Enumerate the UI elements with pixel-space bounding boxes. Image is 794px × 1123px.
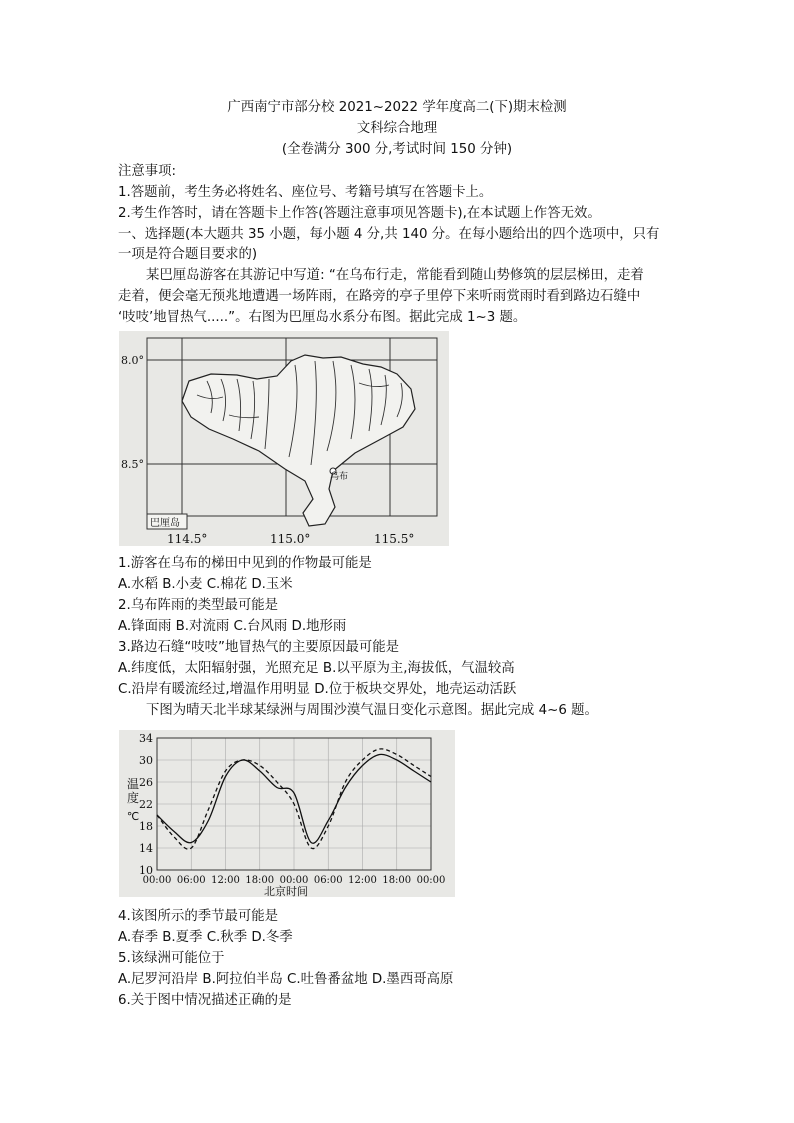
bali-island-label: 巴厘岛 [150,518,180,529]
x-tick-label: 18:00 [245,875,275,886]
passage2: 下图为晴天北半球某绿洲与周围沙漠气温日变化示意图。据此完成 4~6 题。 [146,703,598,718]
y-tick-label: 22 [139,798,153,811]
x-tick-label: 12:00 [348,875,377,886]
y-tick-label: 30 [139,754,153,767]
x-tick-label: 00:00 [142,875,172,886]
question-5-options: A.尼罗河沿岸 B.阿拉伯半岛 C.吐鲁番盆地 D.墨西哥高原 [118,972,454,987]
y-tick-label: 14 [139,842,153,855]
question-3-options-cd: C.沿岸有暖流经过,增温作用明显 D.位于板块交界处，地壳运动活跃 [118,682,517,697]
temperature-chart [119,730,455,897]
x-tick-label: 12:00 [211,875,240,886]
note-item-2: 2.考生作答时，请在答题卡上作答(答题注意事项见答题卡),在本试题上作答无效。 [118,206,601,221]
question-2-options: A.锋面雨 B.对流雨 C.台风雨 D.地形雨 [118,619,347,634]
x-axis-label: 北京时间 [264,885,308,897]
question-4: 4.该图所示的季节最可能是 [118,909,279,924]
question-2: 2.乌布阵雨的类型最可能是 [118,598,279,613]
passage1-line3: ‘吱吱’地冒热气.....”。右图为巴厘岛水系分布图。据此完成 1~3 题。 [118,310,527,325]
question-3: 3.路边石缝“吱吱”地冒热气的主要原因最可能是 [118,640,400,655]
notes-heading: 注意事项: [118,164,177,179]
bali-map-figure [119,331,449,546]
lon-label-115-0: 115.0° [270,532,311,546]
question-1-options: A.水稻 B.小麦 C.棉花 D.玉米 [118,577,293,592]
x-tick-label: 06:00 [176,875,206,886]
exam-title: 广西南宁市部分校 2021~2022 学年度高二(下)期末检测 [227,100,567,115]
lat-label-8-5: 8.5° [121,458,144,471]
x-tick-label: 18:00 [382,875,412,886]
lat-label-8-0: 8.0° [121,354,144,367]
y-tick-label: 26 [139,776,153,789]
x-tick-label: 00:00 [279,875,309,886]
passage1-line2: 走着，便会毫无预兆地遭遇一场阵雨，在路旁的亭子里停下来听雨赏雨时看到路边石缝中 [118,289,641,304]
question-5: 5.该绿洲可能位于 [118,951,225,966]
question-6: 6.关于图中情况描述正确的是 [118,993,292,1008]
y-axis-label-char: 度 [126,791,140,805]
y-tick-label: 10 [139,864,153,877]
ubud-label: 乌布 [330,472,349,482]
exam-subject: 文科综合地理 [356,121,438,136]
lon-label-114-5: 114.5° [167,532,208,546]
bali-map [119,331,449,546]
temperature-chart-figure [119,730,455,897]
note-item-1: 1.答题前，考生务必将姓名、座位号、考籍号填写在答题卡上。 [118,185,493,200]
x-tick-label: 06:00 [313,875,343,886]
lon-label-115-5: 115.5° [374,532,415,546]
y-tick-label: 18 [139,820,153,833]
section-heading-line2: 一项是符合题目要求的) [118,247,258,262]
y-axis-label-char: 温 [126,777,140,791]
exam-info: (全卷满分 300 分,考试时间 150 分钟) [281,142,513,157]
y-axis-unit: ℃ [126,810,140,823]
passage1-line1: 某巴厘岛游客在其游记中写道: “在乌布行走，常能看到随山势修筑的层层梯田，走着 [146,268,644,283]
question-3-options-ab: A.纬度低，太阳辐射强，光照充足 B.以平原为主,海拔低，气温较高 [118,661,515,676]
section-heading-line1: 一、选择题(本大题共 35 小题，每小题 4 分,共 140 分。在每小题给出的四个选项中，只有 [118,227,660,242]
question-4-options: A.春季 B.夏季 C.秋季 D.冬季 [118,930,293,945]
y-tick-label: 34 [139,732,153,745]
x-tick-label: 00:00 [416,875,446,886]
question-1: 1.游客在乌布的梯田中见到的作物最可能是 [118,556,372,571]
